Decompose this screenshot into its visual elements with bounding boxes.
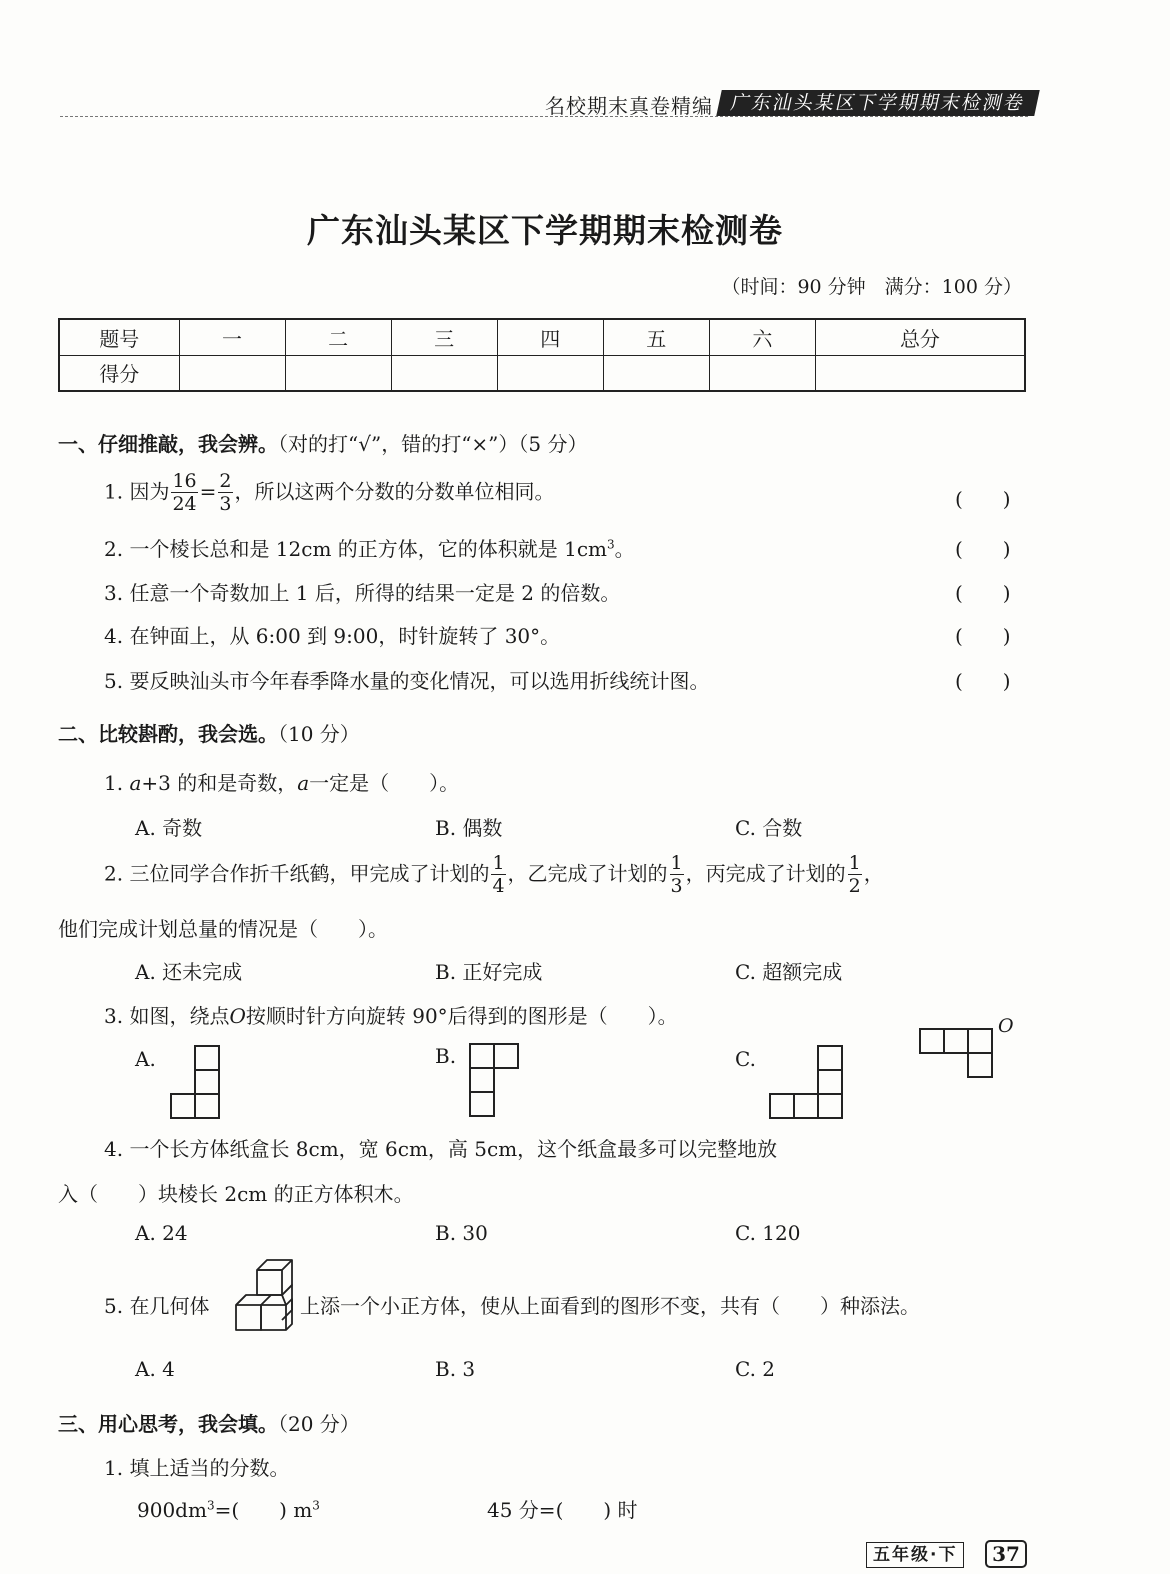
numerator: 2 xyxy=(219,470,232,492)
option-a-figure xyxy=(170,1045,222,1121)
fraction-2-3 xyxy=(218,472,232,514)
score-input-cell[interactable] xyxy=(285,355,391,391)
numerator: 1 xyxy=(848,852,861,874)
score-table-header-row xyxy=(59,319,1025,355)
variable: O xyxy=(229,1004,246,1028)
table-cell: 总分 xyxy=(815,319,1025,355)
s1-question-4: 4. 在钟面上，从 6:00 到 9:00，时针旋转了 30°。 xyxy=(104,624,561,648)
denominator: 4 xyxy=(492,875,505,897)
option-b[interactable]: B. 偶数 xyxy=(435,816,503,840)
superscript: 3 xyxy=(312,1498,320,1513)
answer-blank[interactable]: ( ) xyxy=(955,669,1011,693)
q-text: 一定是（ ）。 xyxy=(309,771,460,795)
table-cell: 题号 xyxy=(59,319,179,355)
section2-title: 二、比较斟酌，我会选。 xyxy=(58,722,278,746)
s1-question-3: 3. 任意一个奇数加上 1 后，所得的结果一定是 2 的倍数。 xyxy=(104,581,621,605)
q-text: ，所以这两个分数的分数单位相同。 xyxy=(234,479,555,504)
grade-badge: 五年级·下 xyxy=(866,1542,964,1568)
table-cell: 一 xyxy=(179,319,285,355)
series-title: 名校期末真卷精编 xyxy=(545,94,713,118)
s2-question-5-pre: 5. 在几何体 xyxy=(104,1294,210,1318)
variable: a xyxy=(129,771,142,795)
table-cell: 二 xyxy=(285,319,391,355)
q-text: 900dm xyxy=(137,1498,207,1522)
numerator: 1 xyxy=(670,852,683,874)
fraction-1-3 xyxy=(670,854,684,896)
q-text: 2. 一个棱长总和是 12cm 的正方体，它的体积就是 1cm xyxy=(104,537,608,561)
option-b[interactable]: B. 30 xyxy=(435,1221,488,1245)
table-cell: 四 xyxy=(497,319,603,355)
original-figure xyxy=(919,1028,997,1080)
q-text: ，丙完成了计划的 xyxy=(685,861,846,886)
fill-blank-volume xyxy=(137,1494,320,1523)
option-a[interactable]: A. 24 xyxy=(135,1221,188,1245)
score-input-cell[interactable] xyxy=(497,355,603,391)
superscript: 3 xyxy=(206,1498,215,1513)
s2-question-2 xyxy=(104,854,884,896)
fraction-16-24 xyxy=(171,472,197,514)
s1-question-1 xyxy=(104,472,555,514)
q-text: ，乙完成了计划的 xyxy=(507,861,668,886)
score-table-score-row xyxy=(59,355,1025,391)
option-c-figure xyxy=(769,1045,847,1121)
option-a[interactable]: A. 4 xyxy=(135,1357,175,1381)
fraction-1-4 xyxy=(491,854,505,896)
cube-solid-figure xyxy=(235,1258,297,1344)
option-b[interactable]: B. 正好完成 xyxy=(435,960,543,984)
option-c[interactable]: C. 120 xyxy=(735,1221,801,1245)
score-input-cell[interactable] xyxy=(391,355,497,391)
section1-title: 一、仔细推敲，我会辨。 xyxy=(58,432,278,456)
option-c[interactable]: C. 合数 xyxy=(735,816,803,840)
page-title: 广东汕头某区下学期期末检测卷 xyxy=(307,211,783,250)
denominator: 3 xyxy=(670,875,683,897)
s2-question-4-line2: 入（ ）块棱长 2cm 的正方体积木。 xyxy=(58,1182,414,1206)
score-input-cell[interactable] xyxy=(709,355,815,391)
denominator: 2 xyxy=(848,875,861,897)
s3-question-1: 1. 填上适当的分数。 xyxy=(104,1456,290,1480)
numerator: 1 xyxy=(492,852,505,874)
numerator: 16 xyxy=(172,470,197,492)
section1-desc: （对的打“√”，错的打“×”）（5 分） xyxy=(278,432,588,456)
s2-question-2-line2: 他们完成计划总量的情况是（ ）。 xyxy=(58,917,388,941)
page-number: 37 xyxy=(985,1540,1027,1568)
q-text: 1. xyxy=(104,771,130,795)
denominator: 3 xyxy=(219,493,232,515)
option-a[interactable]: A. xyxy=(135,1047,156,1071)
s2-question-5-post: 上添一个小正方体，使从上面看到的图形不变，共有（ ）种添法。 xyxy=(300,1294,920,1318)
table-cell: 六 xyxy=(709,319,815,355)
s2-question-4-line1: 4. 一个长方体纸盒长 8cm，宽 6cm，高 5cm，这个纸盒最多可以完整地放 xyxy=(104,1137,778,1161)
superscript: 3 xyxy=(607,537,615,552)
fill-blank-time[interactable]: 45 分=( ) 时 xyxy=(487,1498,638,1522)
q-text: 2. 三位同学合作折千纸鹤，甲完成了计划的 xyxy=(104,861,490,886)
s1-question-5: 5. 要反映汕头市今年春季降水量的变化情况，可以选用折线统计图。 xyxy=(104,669,710,693)
option-a[interactable]: A. 奇数 xyxy=(135,816,203,840)
q-text: +3 的和是奇数， xyxy=(141,771,298,795)
answer-blank[interactable]: ( ) xyxy=(955,537,1011,561)
q-text: 3. 如图，绕点 xyxy=(104,1004,230,1028)
denominator: 24 xyxy=(172,493,197,515)
rotation-point-label: O xyxy=(998,1015,1014,1037)
section1-heading xyxy=(58,428,587,457)
s2-question-3 xyxy=(104,1000,678,1029)
s1-question-2 xyxy=(104,533,635,562)
section2-heading xyxy=(58,718,360,747)
table-cell: 三 xyxy=(391,319,497,355)
q-text: 按顺时针方向旋转 90°后得到的图形是（ ）。 xyxy=(245,1004,678,1028)
section3-desc: （20 分） xyxy=(278,1412,360,1436)
exam-meta: （时间：90 分钟 满分：100 分） xyxy=(721,276,1022,298)
q-text: = xyxy=(199,479,217,504)
section3-heading xyxy=(58,1408,360,1437)
score-input-cell[interactable] xyxy=(815,355,1025,391)
variable: a xyxy=(297,771,310,795)
section3-title: 三、用心思考，我会填。 xyxy=(58,1412,278,1436)
q-text: ， xyxy=(863,861,884,886)
option-b[interactable]: B. xyxy=(435,1044,457,1068)
option-c[interactable]: C. xyxy=(735,1047,756,1071)
q-text: 1. 因为 xyxy=(104,479,170,504)
fill-blank[interactable]: =( ) m xyxy=(214,1498,313,1522)
score-table xyxy=(58,318,1026,392)
option-a[interactable]: A. 还未完成 xyxy=(135,960,243,984)
s2-question-1 xyxy=(104,767,459,796)
answer-blank[interactable]: ( ) xyxy=(955,581,1011,605)
header-divider xyxy=(60,116,1028,117)
option-b-figure xyxy=(469,1043,521,1119)
option-c[interactable]: C. 2 xyxy=(735,1357,776,1381)
table-cell: 得分 xyxy=(59,355,179,391)
answer-blank[interactable]: ( ) xyxy=(955,624,1011,648)
section2-desc: （10 分） xyxy=(278,722,360,746)
option-c[interactable]: C. 超额完成 xyxy=(735,960,843,984)
exam-tag: 广东汕头某区下学期期末检测卷 xyxy=(716,90,1040,116)
score-input-cell[interactable] xyxy=(603,355,709,391)
score-input-cell[interactable] xyxy=(179,355,285,391)
q-text: 。 xyxy=(614,537,635,561)
option-b[interactable]: B. 3 xyxy=(435,1357,476,1381)
answer-blank[interactable]: ( ) xyxy=(955,487,1011,511)
table-cell: 五 xyxy=(603,319,709,355)
fraction-1-2 xyxy=(848,854,862,896)
